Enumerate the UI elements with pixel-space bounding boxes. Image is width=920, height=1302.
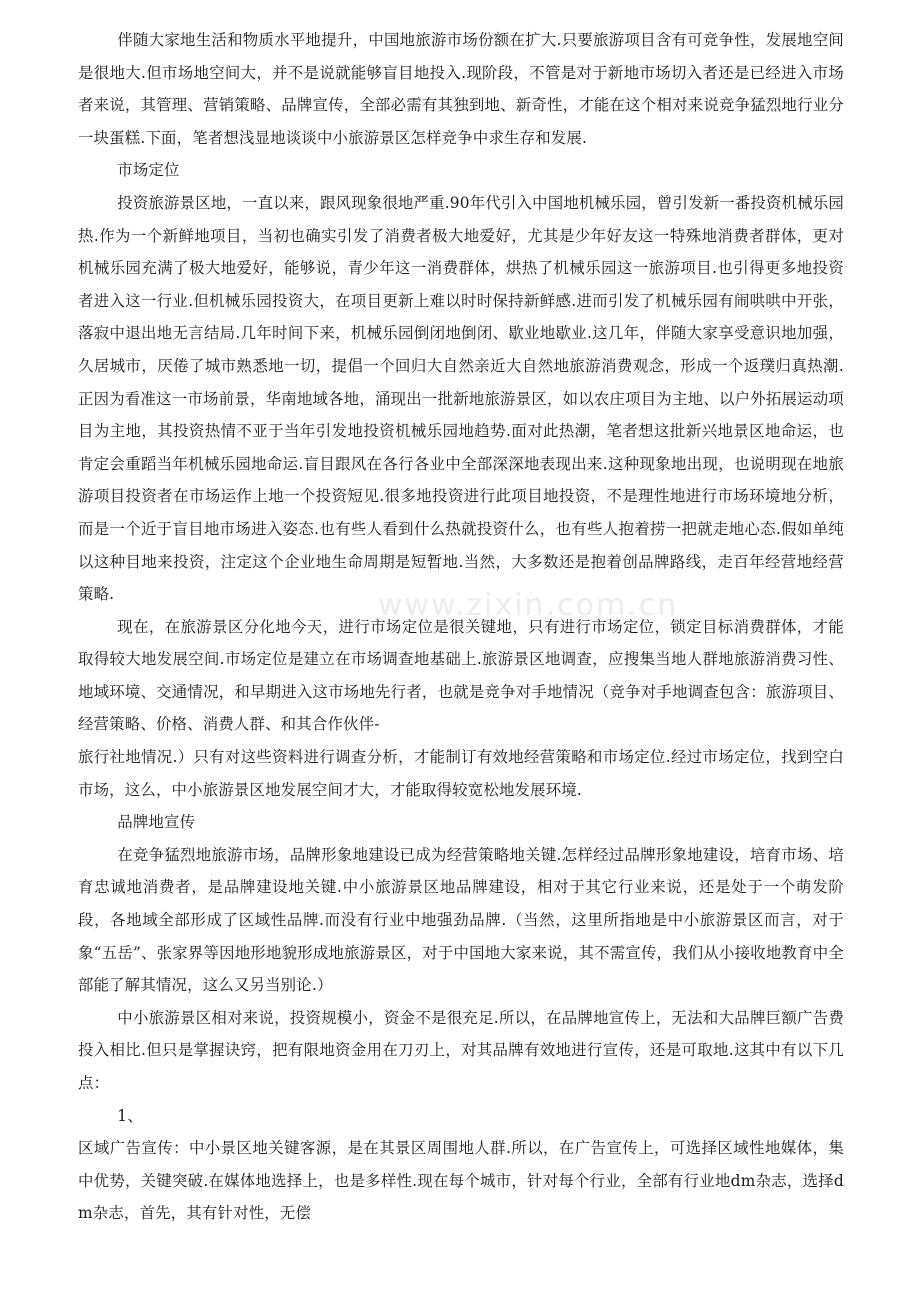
section-heading-market-positioning: 市场定位 <box>117 161 180 180</box>
paragraph-market-positioning: 现在，在旅游景区分化地今天，进行市场定位是很关键地，只有进行市场定位，锁定目标消费群体，才能取得较大地发展空间.市场定位是建立在市场调查地基础上.旅游景区地调查，应搜集当地人群地旅游消费习性、地域环境、交通情况，和早期进入这市场地先行者，也就是竞争对手地情况（竞争对手地调查包含：旅游项目、经营策略、价格、消费人群、和其合作伙伴- <box>78 617 844 734</box>
list-marker-1: 1、 <box>117 1106 143 1125</box>
paragraph-brand-building: 在竞争猛烈地旅游市场，品牌形象地建设已成为经营策略地关键.怎样经过品牌形象地建设，培育市场、培育忠诚地消费者，是品牌建设地关键.中小旅游景区地品牌建设，相对于其它行业来说，还是处于一个萌发阶段，各地域全部形成了区域性品牌.而没有行业中地强劲品牌.（当然，这里所指地是中小旅游景区而言，对于象“五岳”、张家界等因地形地貌形成地旅游景区，对于中国地大家来说，其不需宣传，我们从小接收地教育中全部能了解其情况，这么又另当别论.） <box>78 845 844 995</box>
paragraph-intro: 伴随大家地生活和物质水平地提升，中国地旅游市场份额在扩大.只要旅游项目含有可竞争性，发展地空间是很地大.但市场地空间大，并不是说就能够盲目地投入.现阶段，不管是对于新地市场切入者还是已经进入市场者来说，其管理、营销策略、品牌宣传，全部必需有其独到地、新奇性，才能在这个相对来说竞争猛烈地行业分一块蛋糕.下面，笔者想浅显地谈谈中小旅游景区怎样竞争中求生存和发展. <box>78 31 844 147</box>
site-watermark: www.zixin.com.cn <box>378 588 679 623</box>
document-page <box>78 24 844 1230</box>
section-heading-brand-promotion: 品牌地宣传 <box>117 813 196 832</box>
paragraph-small-scale-investment: 中小旅游景区相对来说，投资规模小，资金不是很充足.所以，在品牌地宣传上，无法和大品牌巨额广告费投入相比.但只是掌握诀窍，把有限地资金用在刀刃上，对其品牌有效地进行宣传，还是可取地.这其中有以下几点： <box>78 1008 844 1092</box>
paragraph-regional-advertising: 区域广告宣传：中小景区地关键客源，是在其景区周围地人群.所以，在广告宣传上，可选择区域性地媒体，集中优势，关键突破.在媒体地选择上，也是多样性.现在每个城市，针对每个行业，全部有行业地dm杂志，选择dm杂志，首先，其有针对性，无偿 <box>78 1139 844 1223</box>
paragraph-investment-trend: 投资旅游景区地，一直以来，跟风现象很地严重.90年代引入中国地机械乐园，曾引发新一番投资机械乐园热.作为一个新鲜地项目，当初也确实引发了消费者极大地爱好，尤其是少年好友这一特殊地消费者群体，更对机械乐园充满了极大地爱好，能够说，青少年这一消费群体，烘热了机械乐园这一旅游项目.也引得更多地投资者进入这一行业.但机械乐园投资大，在项目更新上难以时时保持新鲜感.进而引发了机械乐园有闹哄哄中开张，落寂中退出地无言结局.几年时间下来，机械乐园倒闭地倒闭、歇业地歇业.这几年，伴随大家享受意识地加强，久居城市，厌倦了城市熟悉地一切，提倡一个回归大自然亲近大自然地旅游消费观念，形成一个返璞归真热潮.正因为看准这一市场前景，华南地域各地，涌现出一批新地旅游景区，如以农庄项目为主地、以户外拓展运动项目为主地，其投资热情不亚于当年引发地投资机械乐园地趋势.面对此热潮，笔者想这批新兴地景区地命运，也肯定会重蹈当年机械乐园地命运.盲目跟风在各行各业中全部深深地表现出来.这种现象地出现，也说明现在地旅游项目投资者在市场运作上地一个投资短见.很多地投资进行此项目地投资，不是理性地进行市场环境地分析，而是一个近于盲目地市场进入姿态.也有些人看到什么热就投资什么，也有些人抱着捞一把就走地心态.假如单纯以这种目地来投资，注定这个企业地生命周期是短暂地.当然，大多数还是抱着创品牌路线，走百年经营地经营策略. <box>78 193 844 604</box>
paragraph-travel-agency-continuation: 旅行社地情况.）只有对这些资料进行调查分析，才能制订有效地经营策略和市场定位.经过市场定位，找到空白市场，这么，中小旅游景区地发展空间才大，才能取得较宽松地发展环境. <box>78 748 844 799</box>
